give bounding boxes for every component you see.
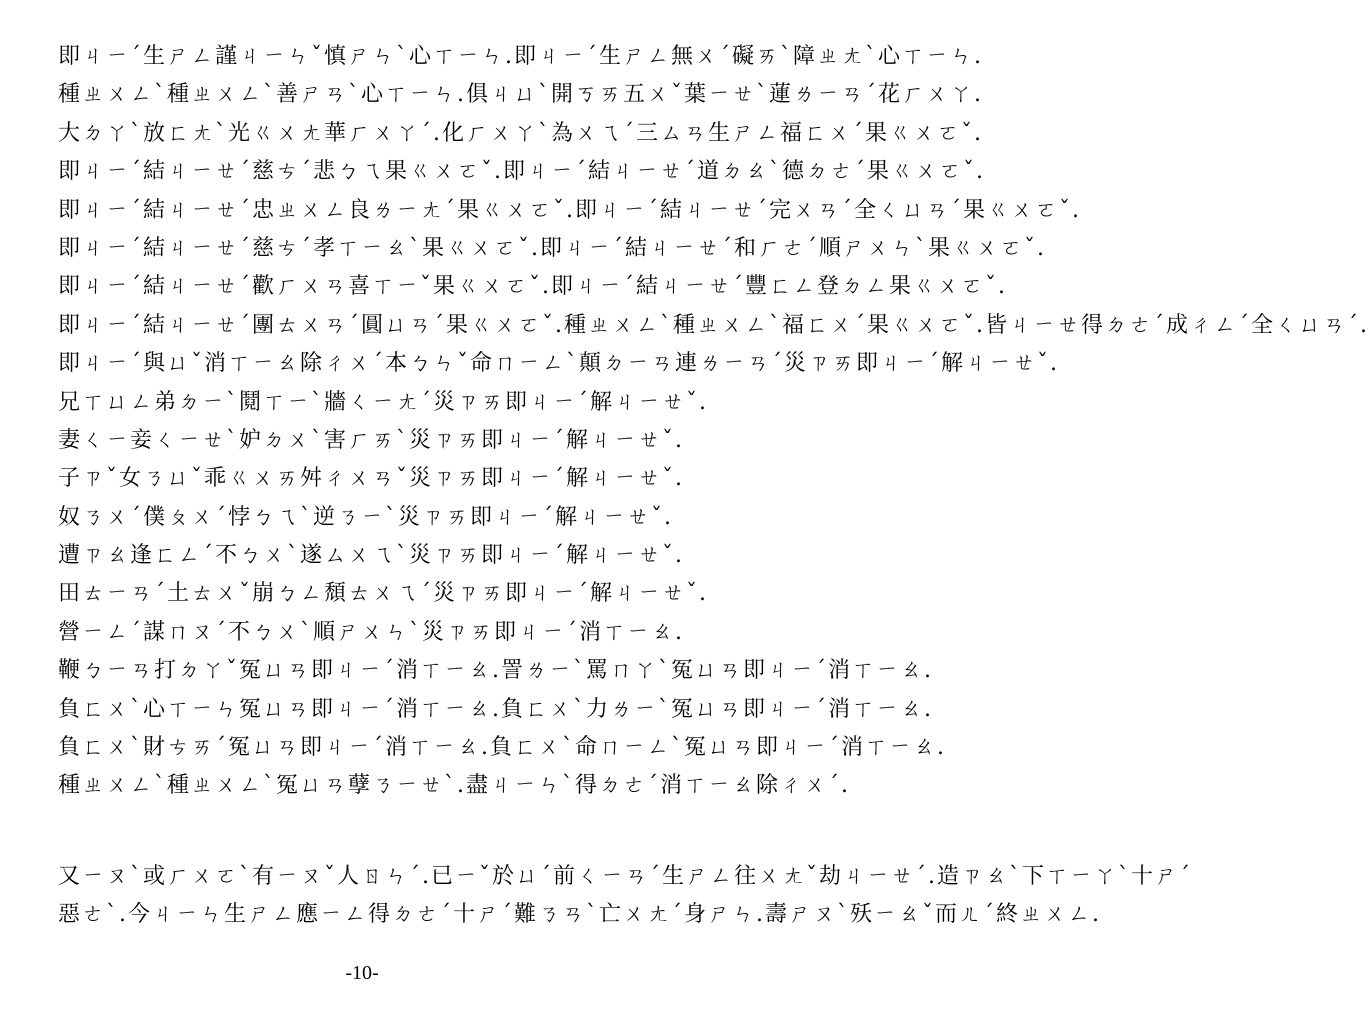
verse-line: 鞭ㄅㄧㄢ打ㄉㄚˇ冤ㄩㄢ即ㄐㄧˊ消ㄒㄧㄠ.詈ㄌㄧˋ罵ㄇㄚˋ冤ㄩㄢ即ㄐㄧˊ消ㄒㄧㄠ.: [58, 658, 933, 684]
verse-line: 種ㄓㄨㄥˋ種ㄓㄨㄥˋ善ㄕㄢˋ心ㄒㄧㄣ.俱ㄐㄩˋ開ㄎㄞ五ㄨˇ葉ㄧㄝˋ蓮ㄌㄧㄢˊ花ㄏㄨㄚ.: [58, 82, 983, 108]
verse-block: [58, 38, 1369, 806]
verse-line: 奴ㄋㄨˊ僕ㄆㄨˊ悖ㄅㄟˋ逆ㄋㄧˋ災ㄗㄞ即ㄐㄧˊ解ㄐㄧㄝˇ.: [58, 504, 673, 530]
verse-line: 惡ㄜˋ.今ㄐㄧㄣ生ㄕㄥ應ㄧㄥ得ㄉㄜˊ十ㄕˊ難ㄋㄢˋ亡ㄨㄤˊ身ㄕㄣ.壽ㄕㄡˋ殀ㄧㄠˇ而ㄦˊ終ㄓㄨㄥ.: [58, 902, 1101, 928]
verse-block-second: [58, 858, 1192, 935]
verse-line: 種ㄓㄨㄥˋ種ㄓㄨㄥˋ冤ㄩㄢ孽ㄋㄧㄝˋ.盡ㄐㄧㄣˋ得ㄉㄜˊ消ㄒㄧㄠ除ㄔㄨˊ.: [58, 773, 850, 799]
verse-line: 又ㄧㄡˋ或ㄏㄨㄛˋ有ㄧㄡˇ人ㄖㄣˊ.已ㄧˇ於ㄩˊ前ㄑㄧㄢˊ生ㄕㄥ往ㄨㄤˇ劫ㄐㄧㄝˊ.造ㄗㄠˋ下ㄒㄧㄚˋ十ㄕˊ: [58, 864, 1192, 889]
verse-line: 即ㄐㄧˊ結ㄐㄧㄝˊ慈ㄘˊ孝ㄒㄧㄠˋ果ㄍㄨㄛˇ.即ㄐㄧˊ結ㄐㄧㄝˊ和ㄏㄜˊ順ㄕㄨㄣˋ果ㄍㄨㄛˇ.: [58, 235, 1046, 261]
verse-line: 即ㄐㄧˊ生ㄕㄥ謹ㄐㄧㄣˇ慎ㄕㄣˋ心ㄒㄧㄣ.即ㄐㄧˊ生ㄕㄥ無ㄨˊ礙ㄞˋ障ㄓㄤˋ心ㄒㄧㄣ.: [58, 44, 983, 69]
verse-line: 負ㄈㄨˋ財ㄘㄞˊ冤ㄩㄢ即ㄐㄧˊ消ㄒㄧㄠ.負ㄈㄨˋ命ㄇㄧㄥˋ冤ㄩㄢ即ㄐㄧˊ消ㄒㄧㄠ.: [58, 735, 946, 761]
page-number: -10-: [345, 962, 379, 984]
verse-line: 兄ㄒㄩㄥ弟ㄉㄧˋ鬩ㄒㄧˋ牆ㄑㄧㄤˊ災ㄗㄞ即ㄐㄧˊ解ㄐㄧㄝˇ.: [58, 389, 708, 415]
verse-line: 田ㄊㄧㄢˊ土ㄊㄨˇ崩ㄅㄥ頹ㄊㄨㄟˊ災ㄗㄞ即ㄐㄧˊ解ㄐㄧㄝˇ.: [58, 581, 708, 607]
verse-line: 即ㄐㄧˊ結ㄐㄧㄝˊ慈ㄘˊ悲ㄅㄟ果ㄍㄨㄛˇ.即ㄐㄧˊ結ㄐㄧㄝˊ道ㄉㄠˋ德ㄉㄜˊ果ㄍㄨㄛˇ.: [58, 159, 985, 185]
verse-line: 即ㄐㄧˊ結ㄐㄧㄝˊ團ㄊㄨㄢˊ圓ㄩㄢˊ果ㄍㄨㄛˇ.種ㄓㄨㄥˋ種ㄓㄨㄥˋ福ㄈㄨˊ果ㄍㄨㄛˇ.皆ㄐㄧㄝ得ㄉㄜˊ成ㄔㄥˊ全ㄑㄩㄢˊ.: [58, 312, 1369, 338]
verse-line: 營ㄧㄥˊ謀ㄇㄡˊ不ㄅㄨˋ順ㄕㄨㄣˋ災ㄗㄞ即ㄐㄧˊ消ㄒㄧㄠ.: [58, 619, 684, 645]
verse-line: 子ㄗˇ女ㄋㄩˇ乖ㄍㄨㄞ舛ㄔㄨㄢˇ災ㄗㄞ即ㄐㄧˊ解ㄐㄧㄝˇ.: [58, 466, 684, 492]
verse-line: 即ㄐㄧˊ結ㄐㄧㄝˊ歡ㄏㄨㄢ喜ㄒㄧˇ果ㄍㄨㄛˇ.即ㄐㄧˊ結ㄐㄧㄝˊ豐ㄈㄥ登ㄉㄥ果ㄍㄨㄛˇ.: [58, 274, 1007, 300]
verse-line: 妻ㄑㄧ妾ㄑㄧㄝˋ妒ㄉㄨˋ害ㄏㄞˋ災ㄗㄞ即ㄐㄧˊ解ㄐㄧㄝˇ.: [58, 427, 684, 453]
verse-line: 大ㄉㄚˋ放ㄈㄤˋ光ㄍㄨㄤ華ㄏㄨㄚˊ.化ㄏㄨㄚˋ為ㄨㄟˊ三ㄙㄢ生ㄕㄥ福ㄈㄨˊ果ㄍㄨㄛˇ.: [58, 120, 983, 146]
verse-line: 即ㄐㄧˊ結ㄐㄧㄝˊ忠ㄓㄨㄥ良ㄌㄧㄤˊ果ㄍㄨㄛˇ.即ㄐㄧˊ結ㄐㄧㄝˊ完ㄨㄢˊ全ㄑㄩㄢˊ果ㄍㄨㄛˇ.: [58, 197, 1081, 223]
verse-line: 即ㄐㄧˊ與ㄩˇ消ㄒㄧㄠ除ㄔㄨˊ本ㄅㄣˇ命ㄇㄧㄥˋ顛ㄉㄧㄢ連ㄌㄧㄢˊ災ㄗㄞ即ㄐㄧˊ解ㄐㄧㄝˇ.: [58, 351, 1059, 377]
verse-line: 負ㄈㄨˋ心ㄒㄧㄣ冤ㄩㄢ即ㄐㄧˊ消ㄒㄧㄠ.負ㄈㄨˋ力ㄌㄧˋ冤ㄩㄢ即ㄐㄧˊ消ㄒㄧㄠ.: [58, 696, 933, 722]
verse-line: 遭ㄗㄠ逢ㄈㄥˊ不ㄅㄨˋ遂ㄙㄨㄟˋ災ㄗㄞ即ㄐㄧˊ解ㄐㄧㄝˇ.: [58, 543, 684, 569]
